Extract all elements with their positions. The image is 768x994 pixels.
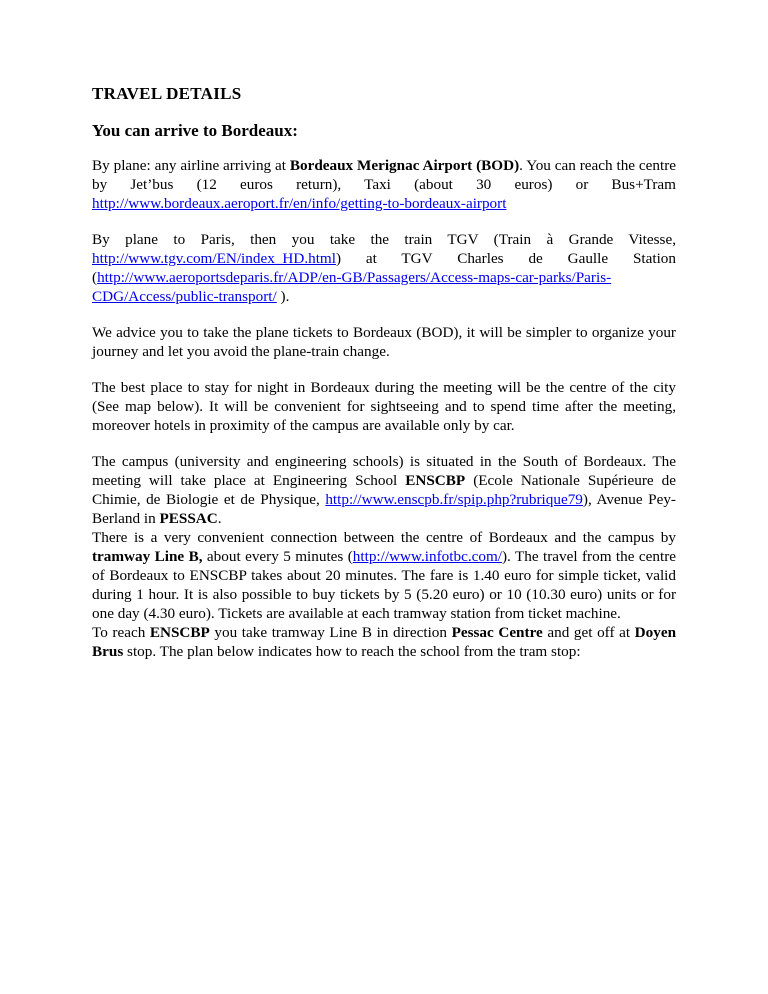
text-run: . You can reach the centre by Jet’bus (12 euros return), Taxi (about 30 euros) or Bus+Tram xyxy=(92,157,677,193)
text-run: There is a very convenient connection between the centre of Bordeaux and the campus by xyxy=(92,529,676,546)
paragraph-advice: We advice you to take the plane tickets to Bordeaux (BOD), it will be simpler to organize your journey and let you avoid the plane-train change. xyxy=(92,324,676,360)
paragraph-tramway xyxy=(92,528,676,623)
city-name: PESSAC xyxy=(159,510,218,527)
text-run: stop. The plan below indicates how to reach the school from the tram stop: xyxy=(123,643,581,660)
text-run: ) at TGV Charles de Gaulle Station ( xyxy=(92,250,676,286)
text-run: ). xyxy=(276,288,290,305)
text-run: . xyxy=(217,510,222,527)
aeroports-paris-link[interactable]: http://www.aeroportsdeparis.fr/ADP/en-GB/Passagers/Access-maps-car-parks/Paris-CDG/Access/public-transport/ xyxy=(92,269,612,305)
tram-direction: Pessac Centre xyxy=(451,624,543,641)
paragraph-directions xyxy=(92,623,676,661)
paragraph-plane-paris xyxy=(92,230,676,306)
text-run: you take tramway Line B in direction xyxy=(209,624,452,641)
paragraph-campus xyxy=(92,452,676,528)
tram-stop: Doyen Brus xyxy=(92,624,677,660)
page-title: TRAVEL DETAILS xyxy=(92,84,242,103)
school-name: ENSCBP xyxy=(149,624,210,641)
paragraph-accommodation: The best place to stay for night in Bordeaux during the meeting will be the centre of the city (See map below). It will be convenient for sightseeing and to spend time after the meeting, moreover hotels in proximity of the campus are available only by car. xyxy=(92,379,676,434)
text-run: about every 5 minutes ( xyxy=(202,548,353,565)
paragraph-plane-bordeaux xyxy=(92,156,676,213)
text-run: By plane to Paris, then you take the train TGV (Train à Grande Vitesse, xyxy=(92,231,676,248)
text-run: To reach xyxy=(92,624,150,641)
tram-line: tramway Line B, xyxy=(92,548,203,565)
text-run: ). The travel from the centre of Bordeaux to ENSCBP takes about 20 minutes. The fare is 1.40 euro for simple ticket, valid during 1 hour. It is also possible to buy tickets by 5 (5.20 euro) or 10 (10.30 euro) units or for one day (4.30 euro). Tickets are available at each tramway station from ticket machine. xyxy=(92,548,676,622)
airport-name: Bordeaux Merignac Airport (BOD) xyxy=(289,157,520,174)
text-run: The campus (university and engineering schools) is situated in the South of Bordeaux. The meeting will take place at Engineering School xyxy=(92,453,676,489)
text-run: and get off at xyxy=(542,624,635,641)
tgv-link[interactable]: http://www.tgv.com/EN/index_HD.html xyxy=(92,250,336,267)
text-run: ), Avenue Pey-Berland in xyxy=(92,491,676,527)
infotbc-link[interactable]: http://www.infotbc.com/ xyxy=(352,548,502,565)
text-run: (Ecole Nationale Supérieure de Chimie, de Biologie et de Physique, xyxy=(92,472,676,508)
text-run: By plane: any airline arriving at xyxy=(92,157,290,174)
section-heading: You can arrive to Bordeaux: xyxy=(92,121,298,140)
school-name: ENSCBP xyxy=(405,472,466,489)
airport-link[interactable]: http://www.bordeaux.aeroport.fr/en/info/getting-to-bordeaux-airport xyxy=(92,195,507,212)
document-body xyxy=(92,84,676,661)
enscbp-link[interactable]: http://www.enscpb.fr/spip.php?rubrique79 xyxy=(325,491,583,508)
